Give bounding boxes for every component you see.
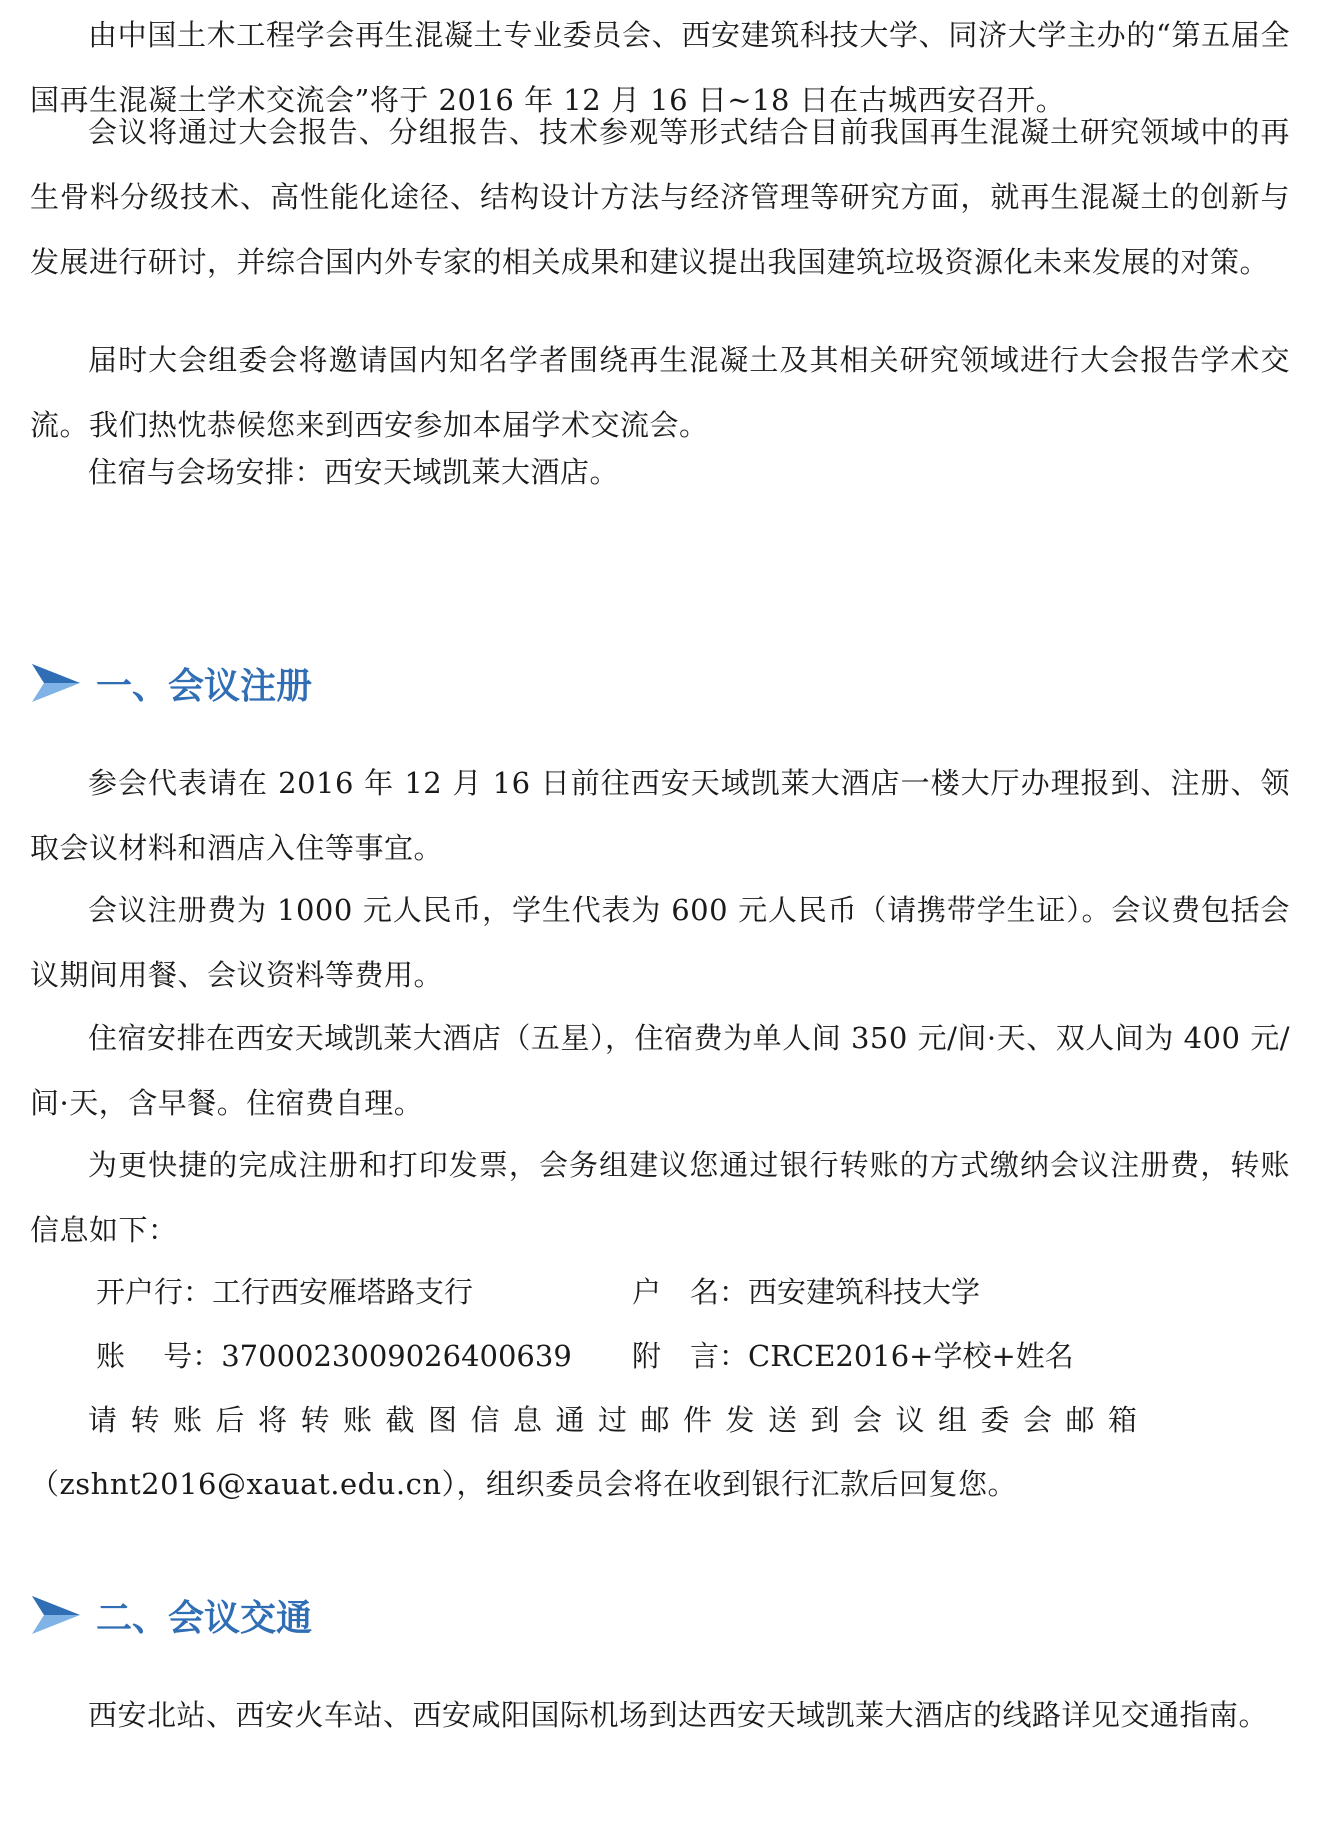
registration-paragraph-1: 参会代表请在 2016 年 12 月 16 日前往西安天域凯莱大酒店一楼大厅办理报到、注册、领取会议材料和酒店入住等事宜。 xyxy=(30,766,1290,865)
intro-paragraph-3: 届时大会组委会将邀请国内知名学者围绕再生混凝土及其相关研究领域进行大会报告学术交流。我们热忱恭候您来到西安参加本届学术交流会。 xyxy=(30,343,1290,442)
account-holder-field: 户 名：西安建筑科技大学 xyxy=(632,1275,981,1309)
section-1-heading xyxy=(30,653,312,713)
remark-field: 附 言：CRCE2016+学校+姓名 xyxy=(632,1339,1074,1373)
payment-paragraph: 为更快捷的完成注册和打印发票，会务组建议您通过银行转账的方式缴纳会议注册费，转账信息如下： xyxy=(30,1148,1290,1247)
intro-paragraph-2: 会议将通过大会报告、分组报告、技术参观等形式结合目前我国再生混凝土研究领域中的再生骨料分级技术、高性能化途径、结构设计方法与经济管理等研究方面，就再生混凝土的创新与发展进行研讨，并综合国内外专家的相关成果和建议提出我国建筑垃圾资源化未来发展的对策。 xyxy=(30,115,1290,279)
arrow-chevron-icon xyxy=(30,1592,82,1638)
intro-paragraph-4: 住宿与会场安排：西安天域凯莱大酒店。 xyxy=(88,455,620,489)
section-2-title: 二、会议交通 xyxy=(96,1597,313,1639)
transport-paragraph: 西安北站、西安火车站、西安咸阳国际机场到达西安天域凯莱大酒店的线路详见交通指南。 xyxy=(88,1698,1269,1732)
bank-info-row-1 xyxy=(96,1260,1286,1325)
registration-paragraph-2: 会议注册费为 1000 元人民币，学生代表为 600 元人民币（请携带学生证）。会议费包括会议期间用餐、会议资料等费用。 xyxy=(30,893,1290,992)
bank-name-field: 开户行：工行西安雁塔路支行 xyxy=(96,1275,474,1309)
section-2-heading xyxy=(30,1585,312,1645)
email-instruction-line-2: （zshnt2016@xauat.edu.cn），组织委员会将在收到银行汇款后回复您。 xyxy=(30,1467,1017,1501)
email-instruction-line-1: 请转账后将转账截图信息通过邮件发送到会议组委会邮箱 xyxy=(88,1403,1151,1437)
arrow-chevron-icon xyxy=(30,660,82,706)
bank-info-row-2 xyxy=(96,1324,1286,1389)
account-number-field: 账 号：3700023009026400639 xyxy=(96,1339,572,1373)
section-1-title: 一、会议注册 xyxy=(96,665,313,707)
accommodation-paragraph: 住宿安排在西安天域凯莱大酒店（五星），住宿费为单人间 350 元/间·天、双人间为 400 元/间·天，含早餐。住宿费自理。 xyxy=(30,1021,1290,1120)
intro-paragraph-1: 由中国土木工程学会再生混凝土专业委员会、西安建筑科技大学、同济大学主办的“第五届全国再生混凝土学术交流会”将于 2016 年 12 月 16 日~18 日在古城西安召开。 xyxy=(30,18,1290,117)
